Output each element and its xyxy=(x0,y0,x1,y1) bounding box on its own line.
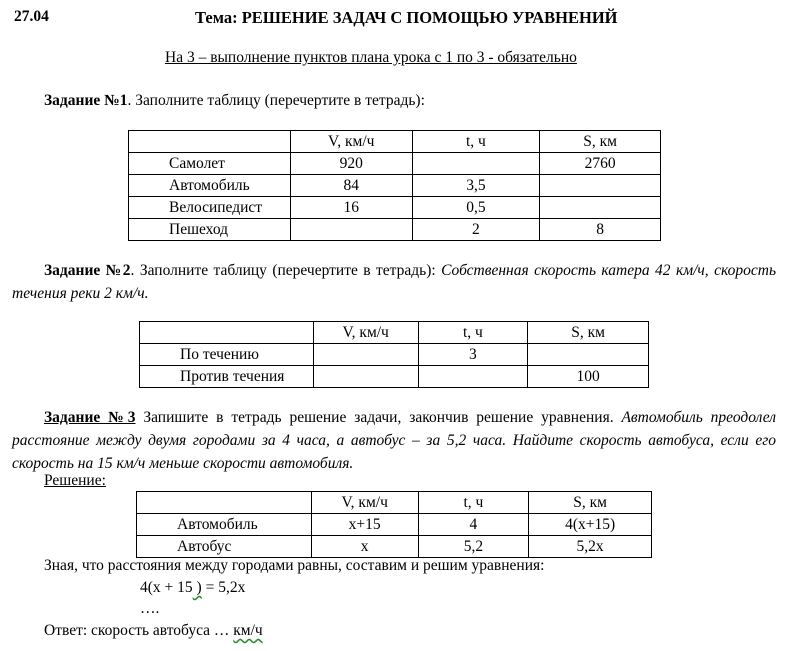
lesson-subtitle: На 3 – выполнение пунктов плана урока с 1 по 3 - обязательно xyxy=(165,49,577,66)
table-cell: 2 xyxy=(412,219,540,241)
table-cell xyxy=(313,366,418,388)
row-label: Автомобиль xyxy=(129,175,291,197)
table-row xyxy=(129,175,661,197)
task3-paragraph xyxy=(12,406,776,475)
equation xyxy=(140,579,245,597)
lesson-topic xyxy=(195,8,618,28)
row-label: Автомобиль xyxy=(137,514,312,536)
table-cell xyxy=(418,366,528,388)
continuation-dots: …. xyxy=(140,600,160,617)
task1-text: . Заполните таблицу (перечертите в тетрадь): xyxy=(127,92,425,109)
row-label: Самолет xyxy=(129,153,291,175)
header-cell: S, км xyxy=(528,322,649,344)
table-header-row xyxy=(140,322,649,344)
header-cell xyxy=(137,492,312,514)
table-cell: 4(x+15) xyxy=(529,514,652,536)
table-row xyxy=(129,197,661,219)
equation-right: = 5,2x xyxy=(201,579,246,596)
task2-text: . Заполните таблицу (перечертите в тетрадь): xyxy=(130,262,442,279)
table-cell: 84 xyxy=(290,175,412,197)
header-cell: V, км/ч xyxy=(290,131,412,153)
task2-table xyxy=(139,321,649,388)
table-cell: 8 xyxy=(540,219,661,241)
header-cell: S, км xyxy=(529,492,652,514)
table-cell: 5,2 xyxy=(418,536,529,558)
table-cell: 16 xyxy=(290,197,412,219)
table-cell xyxy=(290,219,412,241)
header-cell xyxy=(140,322,314,344)
row-label: Велосипедист xyxy=(129,197,291,219)
table-cell: 2760 xyxy=(540,153,661,175)
table-cell: 5,2x xyxy=(529,536,652,558)
task1-title: Задание №1 xyxy=(44,92,128,109)
table-header-row xyxy=(129,131,661,153)
table-cell: 4 xyxy=(418,514,529,536)
table-cell: 920 xyxy=(290,153,412,175)
header-cell: t, ч xyxy=(412,131,540,153)
table-cell xyxy=(313,344,418,366)
answer-line xyxy=(44,622,263,640)
topic-prefix: Тема: xyxy=(195,8,238,27)
task2-condition: Собственная скорость катера 42 км/ч, скорость течения реки 2 км/ч. xyxy=(12,262,776,302)
table-cell xyxy=(528,344,649,366)
topic-title: РЕШЕНИЕ ЗАДАЧ С ПОМОЩЬЮ УРАВНЕНИЙ xyxy=(241,8,618,27)
task1-table xyxy=(128,130,661,241)
row-label: Автобус xyxy=(137,536,312,558)
header-cell: t, ч xyxy=(418,492,529,514)
table-cell: 100 xyxy=(528,366,649,388)
table-cell: x+15 xyxy=(311,514,418,536)
row-label: Пешеход xyxy=(129,219,291,241)
task3-condition: Автомобиль преодолел расстояние между двумя городами за 4 часа, а автобус – за 5,2 часа. Найдите скорость автобуса, если его скорость на 15 км/ч меньше скорости автомобиля. xyxy=(12,409,777,472)
task1-heading xyxy=(44,92,425,110)
task3-title: Задание №3 xyxy=(44,409,136,426)
table-cell: x xyxy=(311,536,418,558)
task3-text: Запишите в тетрадь решение задачи, закончив решение уравнения. xyxy=(135,409,622,426)
table-row xyxy=(129,153,661,175)
table-row xyxy=(137,536,652,558)
reasoning-text: Зная, что расстояния между городами равны, составим и решим уравнения: xyxy=(44,557,545,574)
table-cell xyxy=(540,175,661,197)
table-cell: 0,5 xyxy=(412,197,540,219)
table-row xyxy=(137,514,652,536)
task3-table xyxy=(136,491,652,558)
table-row xyxy=(129,219,661,241)
equation-paren: ) xyxy=(192,579,202,596)
table-cell xyxy=(412,153,540,175)
table-row xyxy=(140,366,649,388)
table-header-row xyxy=(137,492,652,514)
table-cell xyxy=(540,197,661,219)
header-cell: t, ч xyxy=(418,322,528,344)
row-label: Против течения xyxy=(140,366,314,388)
header-cell: S, км xyxy=(540,131,661,153)
solution-label: Решение: xyxy=(44,472,106,489)
header-cell: V, км/ч xyxy=(313,322,418,344)
answer-unit: км/ч xyxy=(233,622,263,639)
table-cell: 3,5 xyxy=(412,175,540,197)
task2-paragraph xyxy=(12,259,776,305)
lesson-date: 27.04 xyxy=(14,8,49,25)
equation-left: 4(x + 15 xyxy=(140,579,193,596)
row-label: По течению xyxy=(140,344,314,366)
table-row xyxy=(140,344,649,366)
table-cell: 3 xyxy=(418,344,528,366)
header-cell: V, км/ч xyxy=(311,492,418,514)
answer-prefix: Ответ: скорость автобуса … xyxy=(44,622,234,639)
task2-title: Задание №2 xyxy=(44,262,131,279)
header-cell xyxy=(129,131,291,153)
